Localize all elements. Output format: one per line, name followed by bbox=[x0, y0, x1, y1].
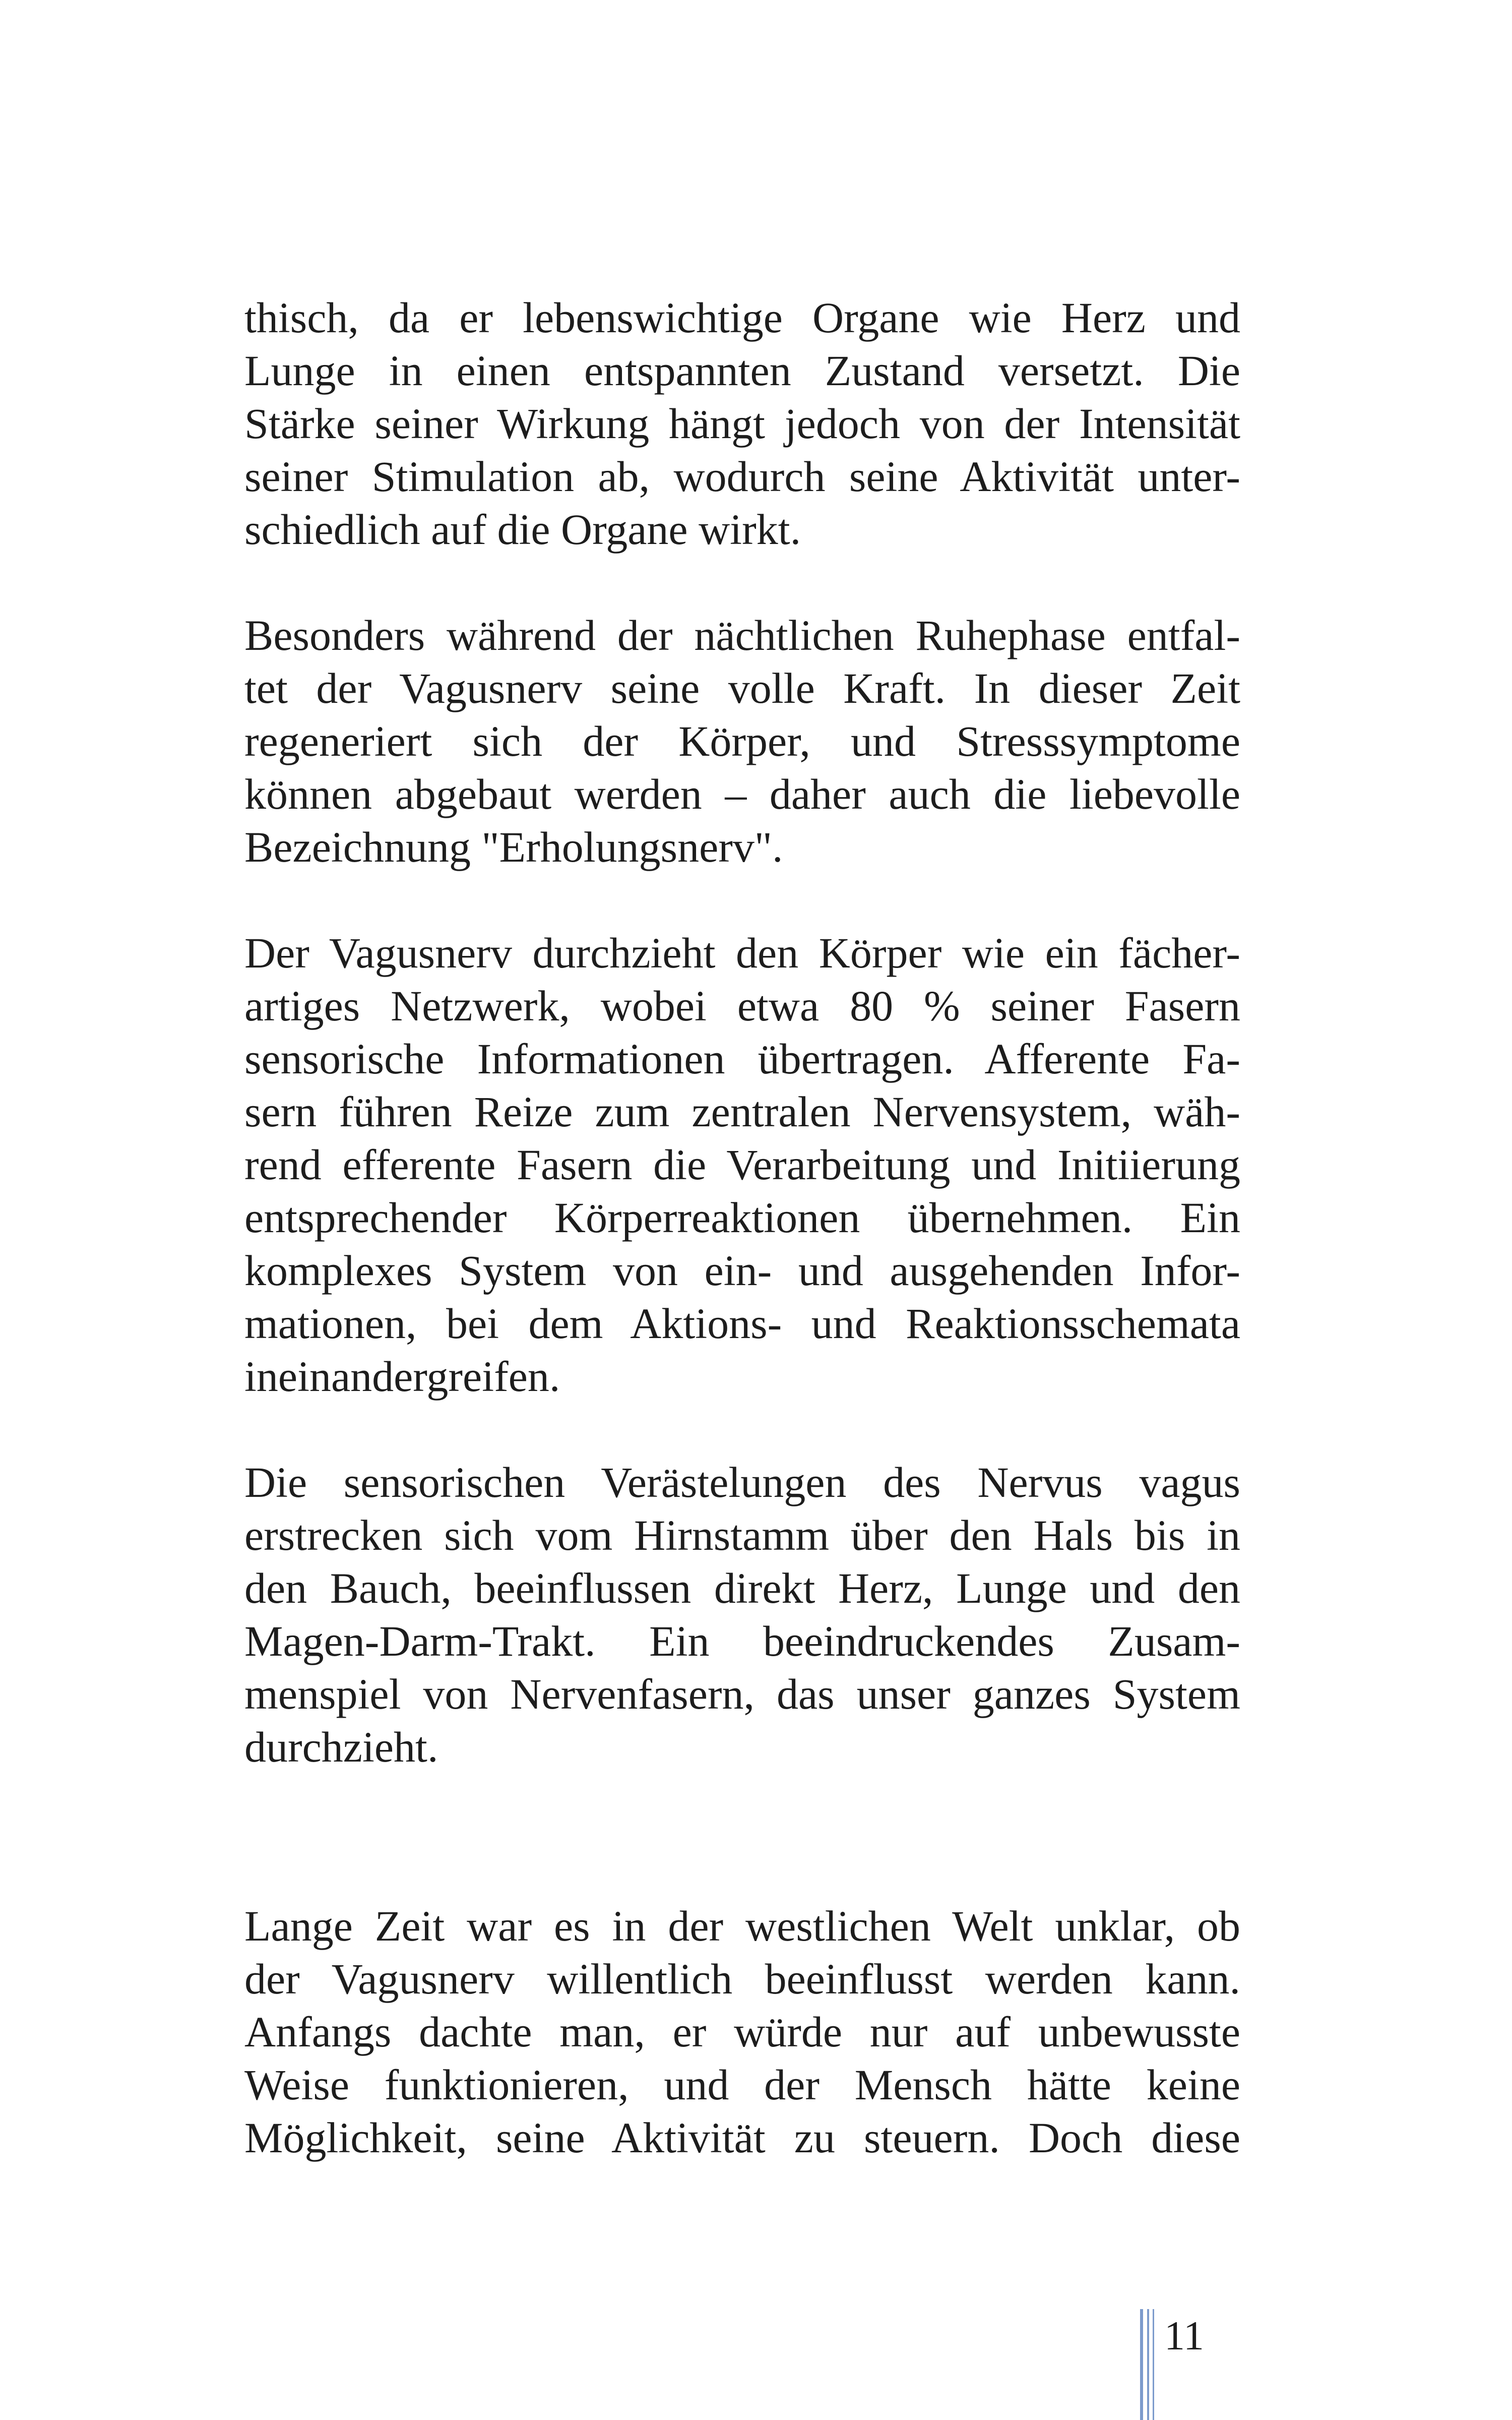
text-line: Lange Zeit war es in der westlichen Welt unklar, ob bbox=[244, 1902, 1240, 1950]
text-line: seiner Stimulation ab, wodurch seine Aktivität unter- bbox=[244, 452, 1240, 501]
paragraph bbox=[244, 291, 1240, 556]
text-line: thisch, da er lebenswichtige Organe wie Herz und bbox=[244, 293, 1240, 342]
text-line: Lunge in einen entspannten Zustand versetzt. Die bbox=[244, 346, 1240, 395]
text-line: mationen, bei dem Aktions- und Reaktionsschemata bbox=[244, 1299, 1240, 1348]
text-line: menspiel von Nervenfasern, das unser ganzes System bbox=[244, 1670, 1240, 1718]
text-line: entsprechender Körperreaktionen übernehmen. Ein bbox=[244, 1193, 1240, 1242]
text-line: sensorische Informationen übertragen. Afferente Fa- bbox=[244, 1035, 1240, 1083]
text-line: Stärke seiner Wirkung hängt jedoch von der Intensität bbox=[244, 399, 1240, 448]
text-line: Anfangs dachte man, er würde nur auf unbewusste bbox=[244, 2008, 1240, 2056]
text-line: ineinandergreifen. bbox=[244, 1352, 560, 1401]
text-line: der Vagusnerv willentlich beeinflusst werden kann. bbox=[244, 1955, 1240, 2003]
text-line: Magen-Darm-Trakt. Ein beeindruckendes Zusam- bbox=[244, 1617, 1240, 1665]
text-line: rend efferente Fasern die Verarbeitung und Initiierung bbox=[244, 1140, 1240, 1189]
page-number-rule bbox=[1140, 2309, 1143, 2420]
paragraph bbox=[244, 609, 1240, 874]
paragraph bbox=[244, 927, 1240, 1403]
page-number-rule bbox=[1147, 2309, 1149, 2420]
text-line: Besonders während der nächtlichen Ruhephase entfal- bbox=[244, 611, 1240, 659]
text-line: Weise funktionieren, und der Mensch hätte keine bbox=[244, 2061, 1240, 2109]
text-line: komplexes System von ein- und ausgehenden Infor- bbox=[244, 1246, 1240, 1295]
text-line: sern führen Reize zum zentralen Nervensystem, wäh- bbox=[244, 1087, 1240, 1136]
text-line: können abgebaut werden – daher auch die liebevolle bbox=[244, 770, 1240, 818]
page-number-rule bbox=[1153, 2309, 1154, 2420]
page-number: 11 bbox=[1164, 2313, 1204, 2358]
text-line: Möglichkeit, seine Aktivität zu steuern. Doch diese bbox=[244, 2113, 1240, 2162]
paragraph bbox=[244, 1456, 1240, 1774]
text-line: den Bauch, beeinflussen direkt Herz, Lunge und den bbox=[244, 1564, 1240, 1612]
paragraph bbox=[244, 1900, 1240, 2164]
body-text bbox=[244, 291, 1240, 2164]
text-line: Die sensorischen Verästelungen des Nervus vagus bbox=[244, 1458, 1240, 1506]
text-line: durchzieht. bbox=[244, 1723, 438, 1771]
text-line: artiges Netzwerk, wobei etwa 80 % seiner Fasern bbox=[244, 982, 1240, 1030]
text-line: tet der Vagusnerv seine volle Kraft. In dieser Zeit bbox=[244, 664, 1240, 712]
text-line: Bezeichnung "Erholungsnerv". bbox=[244, 823, 783, 871]
text-line: schiedlich auf die Organe wirkt. bbox=[244, 505, 801, 554]
text-line: regeneriert sich der Körper, und Stresssymptome bbox=[244, 717, 1240, 765]
text-line: Der Vagusnerv durchzieht den Körper wie ein fächer- bbox=[244, 929, 1240, 977]
text-line: erstrecken sich vom Hirnstamm über den Hals bis in bbox=[244, 1511, 1240, 1559]
